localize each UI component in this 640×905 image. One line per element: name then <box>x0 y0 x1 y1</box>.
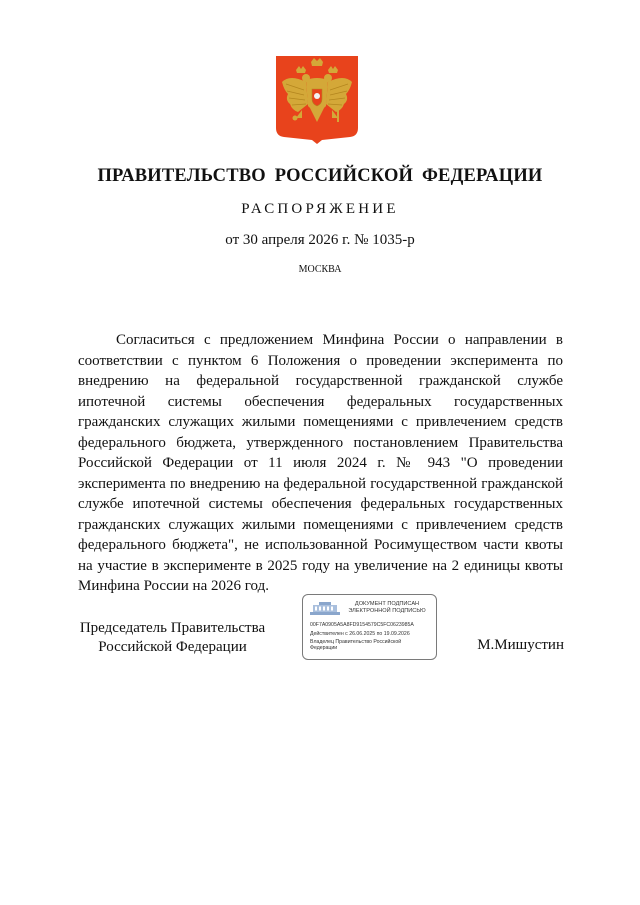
coat-of-arms-icon <box>276 56 358 144</box>
esign-validity: Действителен с 26.06.2025 по 19.09.2026 <box>310 631 410 637</box>
body-paragraph: Согласиться с предложением Минфина России о направлении в соответствии с пунктом 6 Положения о проведении эксперимента по внедрению на федеральной государственной гражданской службе ипотечной системы обеспечения федеральных государственных гражданских служащих жилыми помещениями с привлечением средств федерального бюджета, утвержденного постановлением Правительства Российской Федерации от 11 июля 2024 г. № 943 "О проведении эксперимента по внедрению на федеральной государственной гражданской службе ипотечной системы обеспечения федеральных государственных гражданских служащих жилыми помещениями с привлечением средств федерального бюджета", не использованной Росимуществом части квоты на участие в эксперименте в 2025 году на увеличение на 2 единицы квоты Минфина России на 2026 год. <box>78 332 563 594</box>
signer-name: М.Мишустин <box>477 637 564 653</box>
esign-owner-line1: Владелец Правительство Российской <box>310 639 402 645</box>
esign-heading-line1: ДОКУМЕНТ ПОДПИСАН <box>354 601 420 607</box>
electronic-signature-stamp <box>302 594 437 660</box>
document-city: МОСКВА <box>298 264 342 275</box>
document-type: РАСПОРЯЖЕНИЕ <box>241 201 399 217</box>
signer-title-line1: Председатель Правительства <box>79 620 266 636</box>
signer-title-line2: Российской Федерации <box>98 639 247 655</box>
esign-owner-line2: Федерации <box>310 645 338 651</box>
government-title: ПРАВИТЕЛЬСТВО РОССИЙСКОЙ ФЕДЕРАЦИИ <box>97 166 543 186</box>
signer-title <box>70 619 275 657</box>
document-date-number: от 30 апреля 2026 г. № 1035-р <box>225 232 415 248</box>
esign-heading-line2: ЭЛЕКТРОННОЙ ПОДПИСЬЮ <box>348 608 426 614</box>
esign-heading <box>339 601 435 615</box>
esign-certificate: 00F7A0905A5A8FD9154579C5FC0623985A <box>310 622 414 628</box>
government-building-icon <box>310 601 340 615</box>
